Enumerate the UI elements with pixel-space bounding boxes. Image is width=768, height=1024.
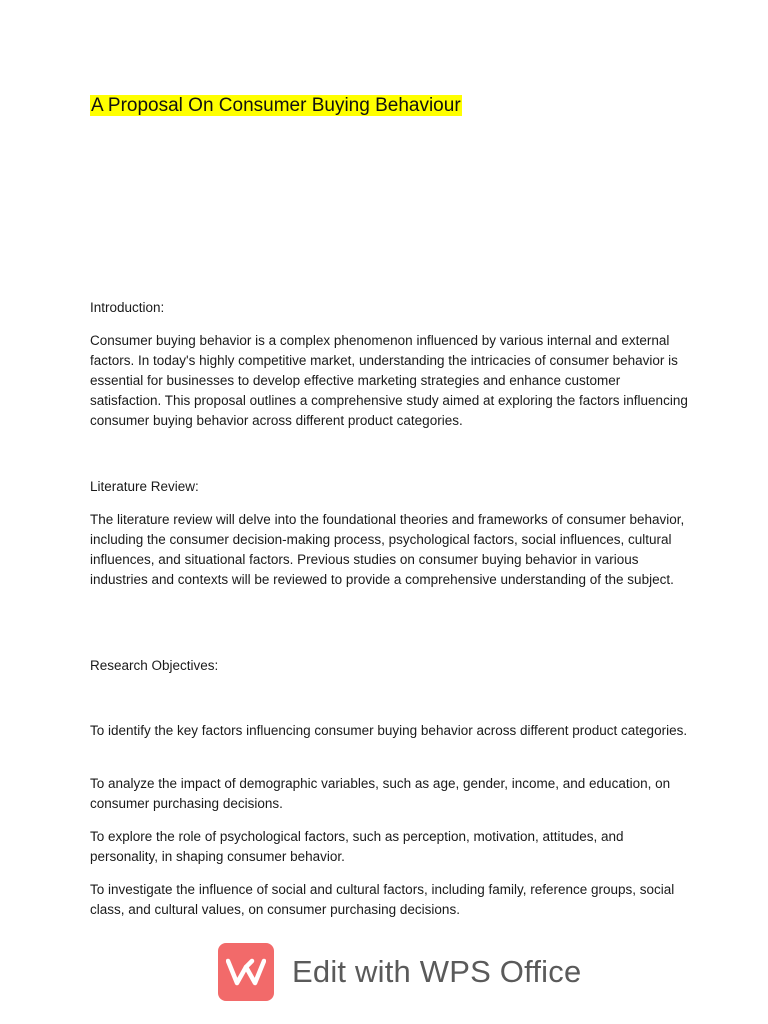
wps-banner-label[interactable]: Edit with WPS Office: [292, 954, 582, 989]
wps-edit-banner[interactable]: [218, 943, 581, 1001]
introduction-body: Consumer buying behavior is a complex phenomenon influenced by various internal and external factors. In today's highly competitive market, understanding the intricacies of consumer behavior is essential for businesses to develop effective marketing strategies and enhance customer satisfaction. This proposal outlines a comprehensive study aimed at exploring the factors influencing consumer buying behavior across different product categories.: [90, 333, 688, 428]
research-objectives-heading: Research Objectives:: [90, 658, 219, 673]
literature-review-body: The literature review will delve into the foundational theories and frameworks of consumer behavior, including the consumer decision-making process, psychological factors, social influences, cultural influences, and situational factors. Previous studies on consumer buying behavior in various industries and contexts will be reviewed to provide a comprehensive understanding of the subject.: [90, 512, 685, 587]
objective-item: To analyze the impact of demographic variables, such as age, gender, income, and education, on consumer purchasing decisions.: [90, 776, 671, 811]
literature-review-heading: Literature Review:: [90, 479, 199, 494]
introduction-heading: Introduction:: [90, 300, 165, 315]
objective-item: To investigate the influence of social and cultural factors, including family, reference groups, social class, and cultural values, on consumer purchasing decisions.: [90, 882, 675, 917]
wps-logo-icon[interactable]: [218, 943, 274, 1001]
objective-item: To identify the key factors influencing consumer buying behavior across different product categories.: [90, 723, 688, 738]
document-title: [90, 93, 462, 119]
title-highlight: A Proposal On Consumer Buying Behaviour: [91, 95, 461, 116]
objective-item: To explore the role of psychological factors, such as perception, motivation, attitudes, and personality, in shaping consumer behavior.: [90, 829, 624, 864]
